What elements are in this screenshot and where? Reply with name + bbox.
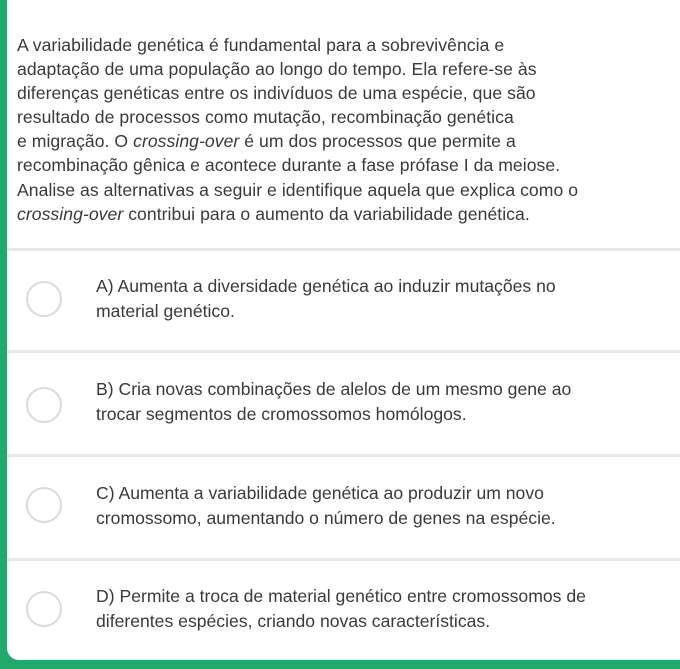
question-card (7, 0, 680, 660)
question-text-segment: contribui para o aumento da variabilidade genética. (123, 203, 530, 224)
question-line: Analise as alternativas a seguir e identifique aquela que explica como o (17, 179, 579, 200)
question-line: A variabilidade genética é fundamental para a sobrevivência e (17, 35, 505, 55)
question-text-segment: é um dos processos que permite a (239, 131, 516, 152)
question-line (17, 129, 672, 153)
option-line: D) Permite a troca de material genético entre cromossomos de (96, 586, 586, 606)
option-line: A) Aumenta a diversidade genética ao induzir mutações no (96, 276, 556, 296)
option-line: material genético. (96, 300, 235, 321)
option-b[interactable] (7, 353, 680, 451)
question-line: diferenças genéticas entre os indivíduos de uma espécie, que são (17, 83, 536, 104)
question-line: recombinação gênica e acontece durante a fase prófase I da meiose. (17, 155, 561, 176)
question-text-segment: e migração. O (17, 131, 134, 152)
radio-button[interactable] (26, 387, 62, 423)
radio-button[interactable] (26, 591, 62, 627)
question-line: adaptação de uma população ao longo do tempo. Ela refere-se às (17, 59, 537, 80)
option-line: cromossomo, aumentando o número de genes na espécie. (96, 507, 556, 528)
question-term-emphasis: crossing-over (17, 203, 124, 224)
option-a[interactable] (7, 251, 680, 349)
option-label[interactable] (96, 584, 666, 633)
option-c[interactable] (7, 457, 680, 555)
question-text (17, 33, 672, 226)
question-line: resultado de processos como mutação, recombinação genética (17, 107, 514, 128)
option-d[interactable] (7, 561, 680, 659)
radio-button[interactable] (26, 487, 62, 523)
option-label[interactable] (96, 377, 666, 426)
option-line: trocar segmentos de cromossomos homólogos. (96, 403, 467, 424)
question-term-emphasis: crossing-over (133, 131, 240, 152)
question-line (17, 202, 672, 226)
option-line: diferentes espécies, criando novas características. (96, 610, 491, 631)
option-label[interactable] (96, 274, 666, 323)
option-line: B) Cria novas combinações de alelos de um mesmo gene ao (96, 379, 572, 399)
radio-button[interactable] (26, 281, 62, 317)
option-line: C) Aumenta a variabilidade genética ao produzir um novo (96, 483, 544, 503)
option-label[interactable] (96, 481, 666, 530)
